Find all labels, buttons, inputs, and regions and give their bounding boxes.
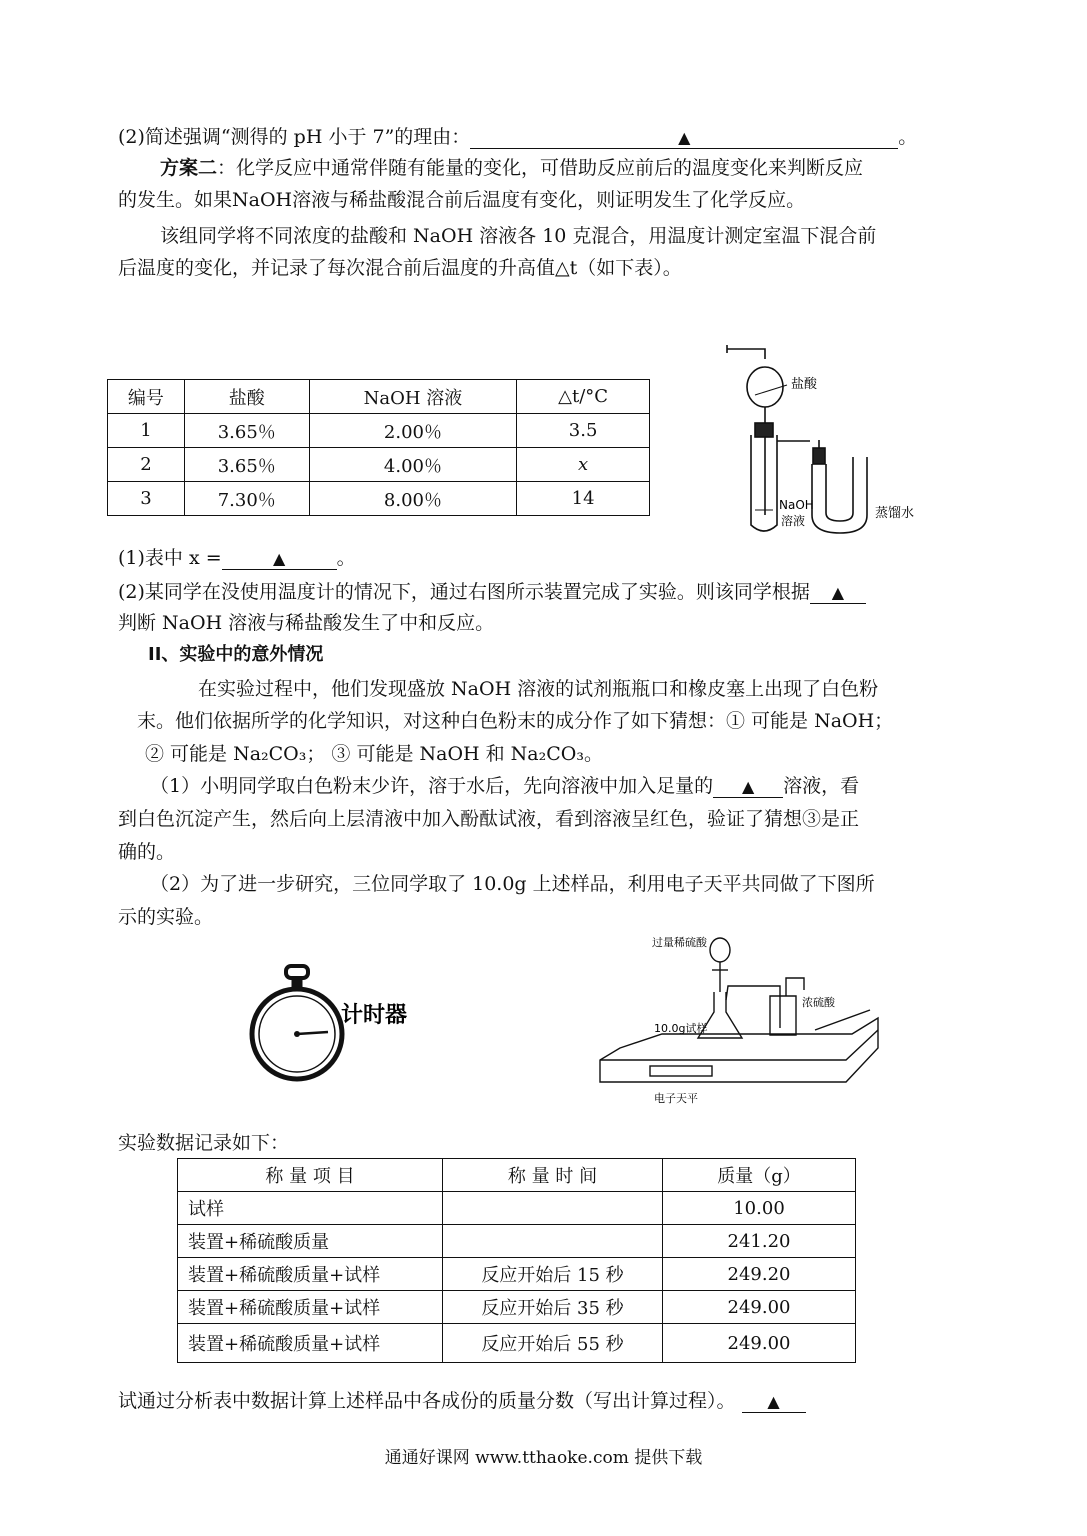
wash-bottle-icon [770, 996, 796, 1035]
table-cell [443, 1225, 663, 1258]
question-3 [150, 773, 859, 799]
answer-blank[interactable] [470, 124, 898, 149]
answer-blank[interactable] [742, 1388, 806, 1413]
table-cell: 反应开始后 15 秒 [443, 1258, 663, 1291]
timer-figure [248, 962, 438, 1087]
table-cell: 装置+稀硫酸质量 [178, 1225, 443, 1258]
table-row [178, 1291, 856, 1324]
scheme2-label: 方案二 [160, 157, 218, 179]
table-cell: 试样 [178, 1192, 443, 1225]
table-cell: 3.65％ [184, 448, 309, 482]
question-2 [118, 579, 866, 605]
label-solution: 溶液 [781, 514, 806, 528]
record-title: 实验数据记录如下： [118, 1132, 290, 1154]
question-text: (2)某同学在没使用温度计的情况下，通过右图所示装置完成了实验。则该同学根据 [118, 581, 810, 603]
table-cell: 249.00 [663, 1291, 856, 1324]
tube-path [727, 345, 765, 359]
header-cell: 盐酸 [184, 380, 309, 414]
answer-blank[interactable] [713, 773, 783, 798]
label-hcl: 盐酸 [791, 377, 818, 392]
question-text: (1)表中 x = [118, 547, 222, 569]
table-row [108, 482, 650, 516]
table-cell: 7.30％ [184, 482, 309, 516]
table-cell: 249.00 [663, 1324, 856, 1363]
answer-blank[interactable] [222, 545, 337, 570]
paragraph-line: ② 可能是 Na₂CO₃； ③ 可能是 NaOH 和 Na₂CO₃。 [145, 743, 603, 765]
header-cell: 编号 [108, 380, 185, 414]
header-cell: △t/°C [517, 380, 650, 414]
table-cell: 8.00％ [309, 482, 517, 516]
triangle-mark: ▲ [831, 583, 845, 602]
mass-record-table [177, 1158, 856, 1363]
label-balance: 电子天平 [654, 1092, 698, 1105]
triangle-mark: ▲ [678, 128, 691, 147]
table-cell: 249.20 [663, 1258, 856, 1291]
question-3-line3: 确的。 [118, 841, 176, 863]
neutralization-apparatus-figure [715, 345, 930, 535]
header-cell: 质量（g） [663, 1159, 856, 1192]
question-text: (2)简述强调“测得的 pH 小于 7”的理由： [118, 126, 471, 148]
table-header-row [108, 380, 650, 414]
table-header-row [178, 1159, 856, 1192]
table-row [178, 1258, 856, 1291]
table-cell: x [517, 448, 650, 482]
scheme2-line1 [160, 155, 863, 181]
table-row [178, 1225, 856, 1258]
table-cell: 3 [108, 482, 185, 516]
table-row [108, 414, 650, 448]
table-cell: 14 [517, 482, 650, 516]
label-water: 蒸馏水 [875, 506, 915, 521]
punctuation: 。 [898, 126, 918, 148]
temperature-table [107, 379, 650, 516]
table-cell: 反应开始后 55 秒 [443, 1324, 663, 1363]
triangle-mark: ▲ [767, 1392, 780, 1411]
table-row [108, 448, 650, 482]
label-acid: 过量稀硫酸 [652, 936, 707, 949]
answer-blank[interactable] [810, 579, 866, 604]
balance-apparatus-figure [590, 930, 885, 1105]
header-cell: 称 量 项 目 [178, 1159, 443, 1192]
table-row [178, 1192, 856, 1225]
question-text: （1）小明同学取白色粉末少许，溶于水后，先向溶液中加入足量的 [150, 775, 714, 797]
timer-label: 计时器 [341, 1003, 408, 1028]
test-tube-icon [751, 435, 777, 531]
table-cell: 2 [108, 448, 185, 482]
table-cell: 241.20 [663, 1225, 856, 1258]
table-cell: 1 [108, 414, 185, 448]
question-text: 溶液，看 [783, 775, 860, 797]
question-reason [118, 124, 917, 150]
question-4-line1: （2）为了进一步研究，三位同学取了 10.0g 上述样品，利用电子天平共同做了下图所 [150, 873, 875, 895]
table-cell: 4.00％ [309, 448, 517, 482]
triangle-mark: ▲ [741, 777, 755, 796]
paragraph-line: 在实验过程中，他们发现盛放 NaOH 溶液的试剂瓶瓶口和橡皮塞上出现了白色粉 [198, 678, 879, 700]
table-row [178, 1324, 856, 1363]
table-cell: 10.00 [663, 1192, 856, 1225]
triangle-mark: ▲ [272, 549, 286, 568]
question-4-line2: 示的实验。 [118, 906, 214, 928]
final-question [118, 1388, 806, 1414]
intro-line2: 后温度的变化，并记录了每次混合前后温度的升高值△t（如下表）。 [118, 257, 682, 279]
scheme2-text: ：化学反应中通常伴随有能量的变化，可借助反应前后的温度变化来判断反应 [217, 157, 864, 179]
question-text: 试通过分析表中数据计算上述样品中各成份的质量分数（写出计算过程）。 [118, 1390, 736, 1412]
paragraph-line: 末。他们依据所学的化学知识，对这种白色粉末的成分作了如下猜想：① 可能是 NaOH； [137, 710, 894, 732]
table-cell: 装置+稀硫酸质量+试样 [178, 1258, 443, 1291]
table-cell: 装置+稀硫酸质量+试样 [178, 1324, 443, 1363]
timer-crown-icon [286, 966, 308, 978]
label-sample: 10.0g试样 [654, 1022, 708, 1035]
label-naoh: NaOH [779, 498, 814, 512]
table-cell: 反应开始后 35 秒 [443, 1291, 663, 1324]
scheme2-line2: 的发生。如果NaOH溶液与稀盐酸混合前后温度有变化，则证明发生了化学反应。 [118, 189, 806, 211]
table-cell: 2.00％ [309, 414, 517, 448]
header-cell: NaOH 溶液 [309, 380, 517, 414]
electronic-balance-icon [600, 1018, 878, 1082]
intro-line1: 该组同学将不同浓度的盐酸和 NaOH 溶液各 10 克混合，用温度计测定室温下混合前 [160, 225, 877, 247]
table-cell: 装置+稀硫酸质量+试样 [178, 1291, 443, 1324]
question-3-line2: 到白色沉淀产生，然后向上层清液中加入酚酞试液，看到溶液呈红色，验证了猜想③是正 [118, 808, 860, 830]
separatory-funnel-icon [747, 367, 783, 407]
funnel-icon [710, 938, 730, 962]
table-cell: 3.5 [517, 414, 650, 448]
table-cell [443, 1192, 663, 1225]
label-conc-acid: 浓硫酸 [802, 996, 835, 1009]
punctuation: 。 [336, 547, 356, 569]
page-footer: 通通好课网 www.tthaoke.com 提供下载 [384, 1448, 703, 1468]
section-title: II、实验中的意外情况 [148, 644, 324, 665]
table-cell: 3.65％ [184, 414, 309, 448]
question-1 [118, 545, 356, 571]
header-cell: 称 量 时 间 [443, 1159, 663, 1192]
question-2-line2: 判断 NaOH 溶液与稀盐酸发生了中和反应。 [118, 612, 495, 634]
